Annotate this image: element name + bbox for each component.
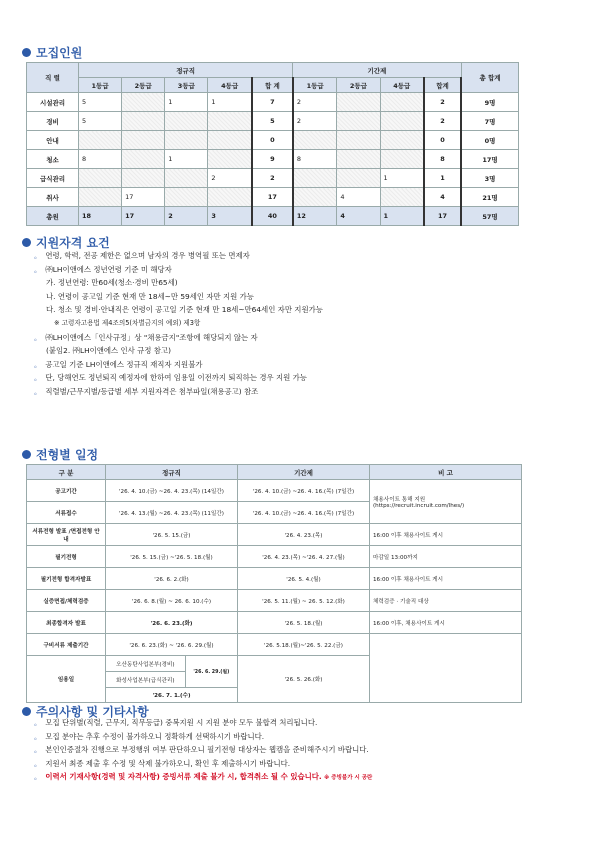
schedule-label: 최종합격자 발표	[27, 612, 106, 634]
list-item: ※ 고령자고용법 제4조의5(차별금지의 예외) 제3항	[54, 318, 201, 327]
list-item: 。 연령, 학력, 전공 제한은 없으며 남자의 경우 병역필 또는 면제자	[34, 251, 250, 260]
schedule-table	[26, 464, 522, 703]
row-label: 청소	[27, 150, 79, 169]
appoint-hq2: 화성사업본부(급식관리)	[106, 672, 185, 688]
cell-regular	[208, 112, 252, 131]
cell-contract	[380, 112, 424, 131]
cell-contract	[380, 188, 424, 207]
list-item: 가. 정년연령: 만60세(청소·경비 만65세)	[46, 278, 178, 288]
cell-contract	[293, 188, 337, 207]
cell-regular: 0	[252, 131, 293, 150]
schedule-regular: '26. 5. 15.(금) ~'26. 5. 18.(월)	[106, 546, 238, 568]
appoint-date1: '26. 6. 29.(월)	[193, 670, 230, 675]
subheader-regular: 4등급	[208, 78, 252, 93]
section-title-recruit	[22, 44, 82, 61]
cell-total: 57명	[461, 207, 519, 226]
appoint-contract: '26. 5. 26.(화)	[238, 656, 370, 703]
cell-regular: 18	[79, 207, 122, 226]
table-row	[27, 93, 519, 112]
schedule-header: 기간제	[238, 465, 370, 480]
list-item: (붙임2. ㈜LH이앤에스 인사 규정 참고)	[46, 346, 171, 356]
schedule-contract: '26. 5. 4.(월)	[238, 568, 370, 590]
cell-regular	[165, 131, 208, 150]
cell-contract	[337, 169, 380, 188]
cell-contract	[380, 150, 424, 169]
table-row	[27, 612, 522, 634]
schedule-label: 임용일	[27, 656, 106, 703]
cell-regular: 1	[165, 93, 208, 112]
cell-contract	[337, 131, 380, 150]
cell-regular: 2	[165, 207, 208, 226]
list-item: 다. 청소 및 경비·안내직은 연령이 공고일 기준 현재 만 18세~만64세인 자만 지원가능	[46, 305, 323, 315]
schedule-note: 체력검증 · 기술직 대상	[370, 590, 522, 612]
subheader-contract: 1등급	[293, 78, 337, 93]
list-item: 。 모집 단위별(직렬, 근무지, 직무등급) 중복지원 시 지원 분야 모두 불합격 처리됩니다.	[34, 718, 318, 727]
warning-text: 이력서 기재사항(경력 및 자격사항) 증빙서류 제출 불가 시, 합격취소 될 수 있습니다.	[45, 772, 322, 782]
cell-regular	[79, 188, 122, 207]
schedule-contract: '26. 4. 10.(금) ~26. 4. 16.(목) (7일간)	[238, 480, 370, 502]
cell-regular: 1	[165, 150, 208, 169]
cell-contract	[337, 112, 380, 131]
cell-contract: 4	[337, 207, 380, 226]
list-item: 。 본인인증절차 진행으로 부정행위 여부 판단하오니 필기전형 대상자는 웹캠을 준비해주시기 바랍니다.	[34, 745, 369, 755]
schedule-regular: '26. 6. 23.(화)	[106, 612, 238, 634]
cell-total: 17명	[461, 150, 519, 169]
cell-total: 3명	[461, 169, 519, 188]
table-row	[27, 634, 522, 656]
cell-regular	[165, 169, 208, 188]
cell-regular: 5	[79, 112, 122, 131]
cell-regular: 8	[79, 150, 122, 169]
cell-regular: 1	[208, 93, 252, 112]
cell-total: 21명	[461, 188, 519, 207]
list-item: 。 모집 분야는 추후 수정이 불가하오니 정확하게 선택하시기 바랍니다.	[34, 731, 265, 741]
cell-regular: 40	[252, 207, 293, 226]
row-label: 경비	[27, 112, 79, 131]
cell-regular: 5	[252, 112, 293, 131]
subheader-contract: 합계	[424, 78, 461, 93]
cell-regular	[122, 112, 165, 131]
header-job: 직 렬	[27, 63, 79, 93]
schedule-note	[370, 634, 522, 703]
cell-regular: 5	[79, 93, 122, 112]
table-row	[27, 169, 519, 188]
header-regular: 정규직	[79, 63, 293, 78]
appoint-hq1: 오산동탄사업본부(경비)	[106, 656, 185, 672]
row-label: 총원	[27, 207, 79, 226]
subheader-contract: 4등급	[380, 78, 424, 93]
notice-list	[34, 716, 372, 786]
list-item: 。 ㈜LH이앤에스「인사규정」상 "채용금지"조항에 해당되지 않는 자	[34, 332, 258, 342]
cell-regular	[122, 131, 165, 150]
cell-contract	[293, 169, 337, 188]
warning-item: 。 이력서 기재사항(경력 및 자격사항) 증빙서류 제출 불가 시, 합격취소 될 수 있습니다. ※ 증빙불가 시 공란	[34, 772, 373, 782]
cell-total: 7명	[461, 112, 519, 131]
cell-total: 9명	[461, 93, 519, 112]
list-item: 나. 연령이 공고일 기준 현재 만 18세~만 59세인 자만 지원 가능	[46, 291, 254, 301]
table-row	[27, 188, 519, 207]
cell-contract: 8	[424, 150, 461, 169]
appoint-regular	[106, 656, 238, 688]
cell-regular: 17	[122, 188, 165, 207]
cell-regular	[79, 169, 122, 188]
schedule-header: 정규직	[106, 465, 238, 480]
cell-contract	[380, 93, 424, 112]
bullet-icon	[22, 450, 31, 459]
cell-contract: 2	[293, 112, 337, 131]
cell-regular	[208, 188, 252, 207]
schedule-regular: '26. 4. 13.(월) ~26. 4. 23.(목) (11일간)	[106, 502, 238, 524]
bullet-icon	[22, 707, 31, 716]
schedule-label: 공고기간	[27, 480, 106, 502]
bullet-icon	[22, 48, 31, 57]
cell-contract: 1	[424, 169, 461, 188]
schedule-contract: '26. 5. 18.(월)	[238, 612, 370, 634]
table-row	[27, 568, 522, 590]
schedule-label: 필기전형 합격자발표	[27, 568, 106, 590]
schedule-label: 서류접수	[27, 502, 106, 524]
bullet-icon	[22, 238, 31, 247]
schedule-contract: '26. 5. 11.(월) ~ 26. 5. 12.(화)	[238, 590, 370, 612]
table-row	[27, 131, 519, 150]
cell-regular	[208, 131, 252, 150]
cell-contract: 2	[293, 93, 337, 112]
cell-regular: 2	[208, 169, 252, 188]
cell-regular: 2	[252, 169, 293, 188]
cell-contract: 2	[424, 93, 461, 112]
schedule-regular: '26. 5. 15.(금)	[106, 524, 238, 546]
list-item: 。 공고일 기준 LH이앤에스 정규직 재직자 지원불가	[34, 359, 203, 369]
subheader-regular: 3등급	[165, 78, 208, 93]
cell-regular: 9	[252, 150, 293, 169]
cell-contract: 1	[380, 207, 424, 226]
section-title-text: 지원자격 요건	[36, 236, 110, 250]
list-item: 。 ㈜LH이앤에스 정년연령 기준 미 해당자	[34, 264, 172, 274]
cell-regular	[165, 188, 208, 207]
schedule-label: 필기전형	[27, 546, 106, 568]
qualify-list	[34, 249, 323, 399]
table-row	[27, 480, 522, 502]
header-contract: 기간제	[293, 63, 461, 78]
schedule-label: 실증면접/체력검증	[27, 590, 106, 612]
cell-regular: 17	[252, 188, 293, 207]
subheader-regular: 2등급	[122, 78, 165, 93]
schedule-label: 서류전형 발표 /면접전형 안내	[27, 524, 106, 546]
cell-contract	[337, 150, 380, 169]
list-item: 。 지원서 최종 제출 후 수정 및 삭제 불가하오니, 확인 후 제출하시기 바랍니다.	[34, 758, 291, 768]
schedule-note: 채용사이트 통해 지원 (https://recruit.incruit.com/lhes/)	[370, 480, 522, 524]
table-row	[27, 546, 522, 568]
cell-regular	[122, 150, 165, 169]
cell-contract: 17	[424, 207, 461, 226]
cell-contract: 8	[293, 150, 337, 169]
cell-contract	[293, 131, 337, 150]
list-item: 。 단, 당해연도 정년퇴직 예정자에 한하여 임용일 이전까지 퇴직하는 경우 지원 가능	[34, 373, 307, 383]
schedule-note: 16:00 이후 채용사이트 게시	[370, 524, 522, 546]
table-row	[27, 112, 519, 131]
cell-regular	[165, 112, 208, 131]
table-row	[27, 207, 519, 226]
subheader-regular: 1등급	[79, 78, 122, 93]
schedule-header: 구 분	[27, 465, 106, 480]
schedule-regular: '26. 4. 10.(금) ~26. 4. 23.(목) (14일간)	[106, 480, 238, 502]
table-row	[27, 524, 522, 546]
table-row	[27, 590, 522, 612]
schedule-note: 마감일 13:00까지	[370, 546, 522, 568]
cell-regular	[79, 131, 122, 150]
schedule-contract: '26. 4. 10.(금) ~26. 4. 16.(목) (7일간)	[238, 502, 370, 524]
cell-contract: 12	[293, 207, 337, 226]
cell-contract	[337, 93, 380, 112]
section-title-text: 모집인원	[36, 46, 83, 60]
cell-contract: 4	[337, 188, 380, 207]
schedule-regular: '26. 6. 8.(월) ~ 26. 6. 10.(수)	[106, 590, 238, 612]
cell-contract: 0	[424, 131, 461, 150]
cell-contract: 1	[380, 169, 424, 188]
schedule-regular: '26. 6. 23.(화) ~ '26. 6. 29.(월)	[106, 634, 238, 656]
table-row	[27, 150, 519, 169]
cell-regular	[122, 93, 165, 112]
schedule-label: 구비서류 제출기간	[27, 634, 106, 656]
section-title-schedule	[22, 446, 98, 463]
section-title-text: 주의사항 및 기타사항	[36, 705, 149, 719]
subheader-regular: 합 계	[252, 78, 293, 93]
warning-small: ※ 증빙불가 시 공란	[324, 775, 373, 782]
cell-regular: 17	[122, 207, 165, 226]
schedule-header: 비 고	[370, 465, 522, 480]
recruit-table	[26, 62, 519, 226]
schedule-note: 16:00 이후, 채용사이트 게시	[370, 612, 522, 634]
cell-regular: 3	[208, 207, 252, 226]
schedule-regular: '26. 6. 2.(화)	[106, 568, 238, 590]
row-label: 취사	[27, 188, 79, 207]
list-item: 。 직렬별/근무지별/등급별 세부 지원자격은 첨부파일(채용공고) 참조	[34, 386, 259, 396]
schedule-note: 16:00 이후 채용사이트 게시	[370, 568, 522, 590]
schedule-contract: '26. 5.18.(월)~'26. 5. 22.(금)	[238, 634, 370, 656]
cell-contract: 2	[424, 112, 461, 131]
cell-regular: 7	[252, 93, 293, 112]
cell-contract	[380, 131, 424, 150]
section-title-text: 전형별 일정	[36, 448, 99, 462]
subheader-contract: 2등급	[337, 78, 380, 93]
appoint-date2: '26. 7. 1.(수)	[106, 688, 238, 703]
row-label: 급식관리	[27, 169, 79, 188]
row-label: 시설관리	[27, 93, 79, 112]
cell-regular	[122, 169, 165, 188]
cell-total: 0명	[461, 131, 519, 150]
schedule-contract: '26. 4. 23.(목) ~'26. 4. 27.(월)	[238, 546, 370, 568]
cell-contract: 4	[424, 188, 461, 207]
row-label: 안내	[27, 131, 79, 150]
schedule-contract: '26. 4. 23.(목)	[238, 524, 370, 546]
header-total: 총 합계	[461, 63, 519, 93]
cell-regular	[208, 150, 252, 169]
